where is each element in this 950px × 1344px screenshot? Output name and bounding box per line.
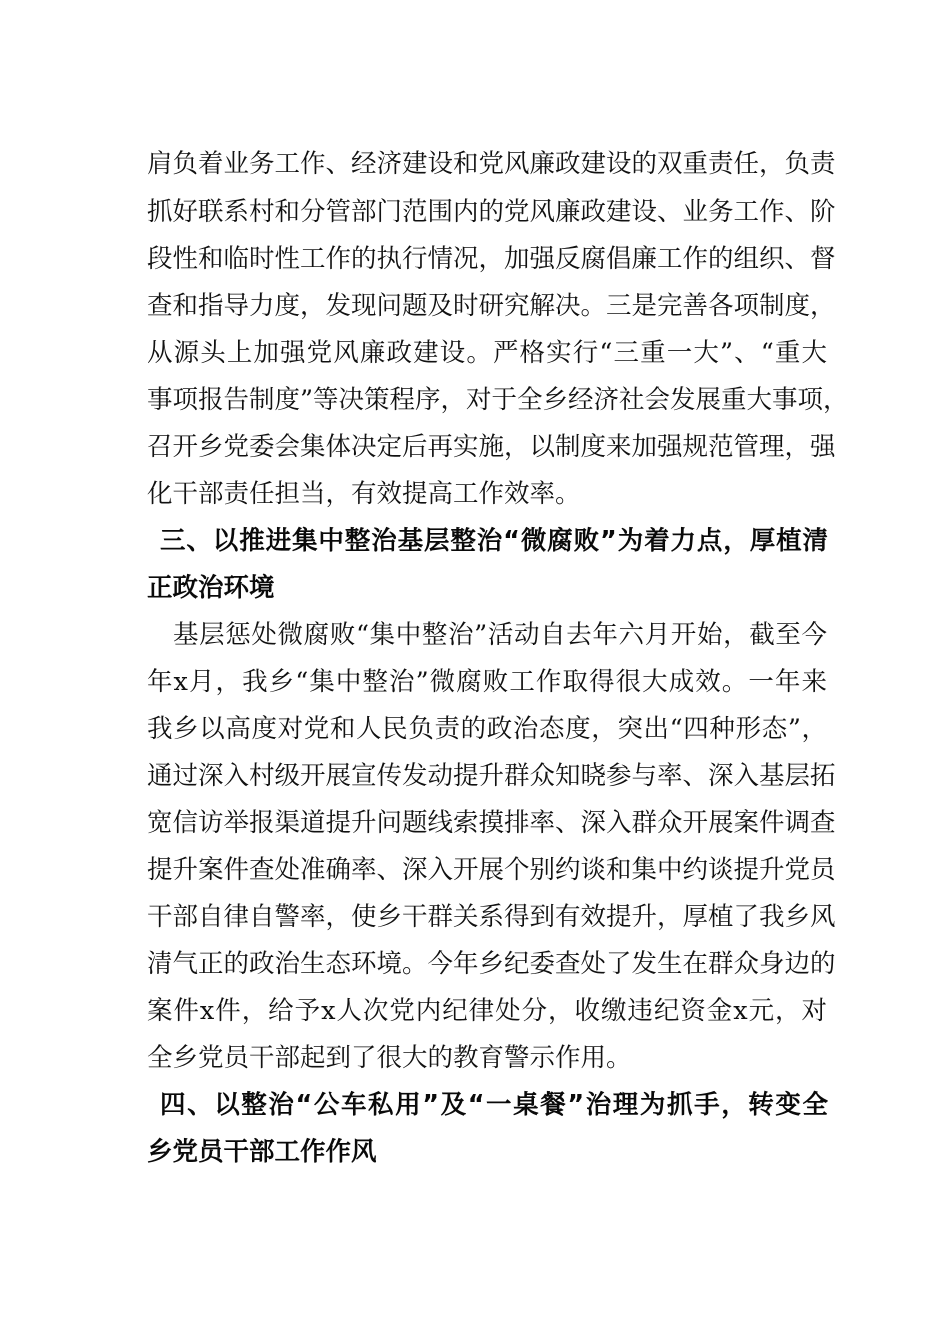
body-text-line: 案件x件，给予x人次党内纪律处分，收缴违纪资金x元，对: [147, 996, 827, 1026]
body-text-line: 通过深入村级开展宣传发动提升群众知晓参与率、深入基层拓: [147, 761, 836, 791]
section-heading-3-cont: 正政治环境: [147, 573, 275, 603]
body-text-line: 年x月，我乡“集中整治”微腐败工作取得很大成效。一年来: [147, 667, 827, 697]
body-text-line: 从源头上加强党风廉政建设。严格实行“三重一大”、“重大: [147, 338, 827, 368]
body-text-line: 全乡党员干部起到了很大的教育警示作用。: [147, 1043, 632, 1073]
body-text-line: 化干部责任担当，有效提高工作效率。: [147, 479, 581, 509]
body-text-line: 召开乡党委会集体决定后再实施，以制度来加强规范管理，强: [147, 432, 836, 462]
body-text-line: 基层惩处微腐败“集中整治”活动自去年六月开始，截至今: [173, 620, 827, 650]
body-text-line: 肩负着业务工作、经济建设和党风廉政建设的双重责任，负责: [147, 149, 836, 179]
body-text-line: 我乡以高度对党和人民负责的政治态度，突出“四种形态”，: [147, 714, 827, 744]
section-heading-4-cont: 乡党员干部工作作风: [147, 1137, 377, 1167]
section-heading-4: 四、以整治“公车私用”及“一桌餐”治理为抓手，转变全: [160, 1090, 828, 1120]
body-text-line: 提升案件查处准确率、深入开展个别约谈和集中约谈提升党员: [147, 855, 836, 885]
body-text-line: 抓好联系村和分管部门范围内的党风廉政建设、业务工作、阶: [147, 197, 836, 227]
body-text-line: 段性和临时性工作的执行情况，加强反腐倡廉工作的组织、督: [147, 244, 836, 274]
body-text-line: 查和指导力度，发现问题及时研究解决。三是完善各项制度，: [147, 291, 836, 321]
body-text-line: 宽信访举报渠道提升问题线索摸排率、深入群众开展案件调查: [147, 808, 836, 838]
body-text-line: 清气正的政治生态环境。今年乡纪委查处了发生在群众身边的: [147, 949, 836, 979]
body-text-line: 干部自律自警率，使乡干群关系得到有效提升，厚植了我乡风: [147, 902, 836, 932]
body-text-line: 事项报告制度”等决策程序，对于全乡经济社会发展重大事项，: [147, 385, 849, 415]
section-heading-3: 三、以推进集中整治基层整治“微腐败”为着力点，厚植清: [160, 526, 828, 556]
